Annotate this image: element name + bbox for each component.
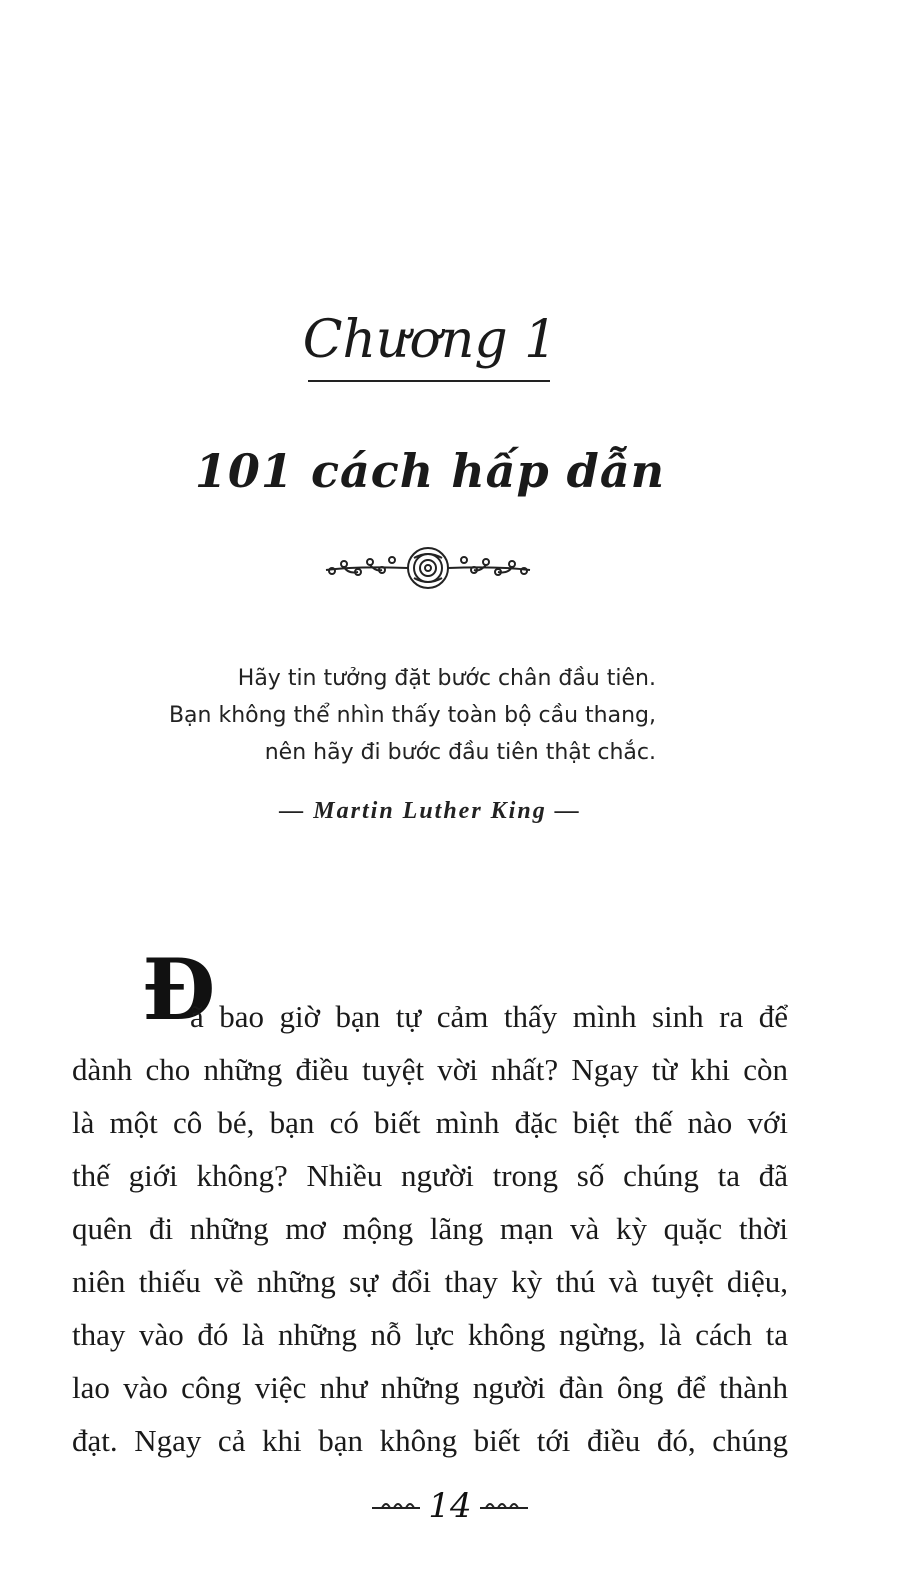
body-line: đạt. Ngay cả khi bạn không biết tới điều đó, chúng: [72, 1423, 788, 1458]
chapter-underline: [308, 380, 550, 382]
body-line: thay vào đó là những nỗ lực không ngừng, là cách ta: [72, 1317, 788, 1352]
quote-line: Hãy tin tưởng đặt bước chân đầu tiên.: [237, 666, 656, 691]
chapter-label: Chương 1: [302, 310, 558, 370]
quote-line: Bạn không thể nhìn thấy toàn bộ cầu thang,: [168, 703, 656, 728]
epigraph-quote: [120, 660, 656, 771]
drop-cap: Đ: [142, 940, 216, 1039]
body-line-spacer: [72, 990, 788, 1043]
body-line: là một cô bé, bạn có biết mình đặc biệt thế nào với: [72, 1105, 788, 1140]
vine-flourish-icon: [370, 1496, 422, 1516]
body-line: niên thiếu về những sự đổi thay kỳ thú và tuyệt diệu,: [72, 1264, 788, 1299]
vine-flourish-icon: [478, 1496, 530, 1516]
body-line: thế giới không? Nhiều người trong số chúng ta đã: [72, 1158, 788, 1193]
body-line: lao vào công việc như những người đàn ông để thành: [72, 1370, 788, 1405]
body-line: dành cho những điều tuyệt vời nhất? Ngay từ khi còn: [72, 1052, 788, 1087]
quote-author: — Martin Luther King —: [279, 798, 581, 824]
chapter-title: 101 cách hấp dẫn: [194, 444, 666, 498]
body-first-line: ã bao giờ bạn tự cảm thấy mình sinh ra để: [190, 999, 788, 1034]
quote-line: nên hãy đi bước đầu tiên thật chắc.: [264, 740, 656, 765]
body-paragraph: [72, 990, 788, 1467]
floral-divider-icon: [318, 538, 538, 598]
body-line: quên đi những mơ mộng lãng mạn và kỳ quặc thời: [72, 1211, 788, 1246]
page-number: 14: [428, 1486, 472, 1526]
page-number-block: [370, 1484, 530, 1528]
